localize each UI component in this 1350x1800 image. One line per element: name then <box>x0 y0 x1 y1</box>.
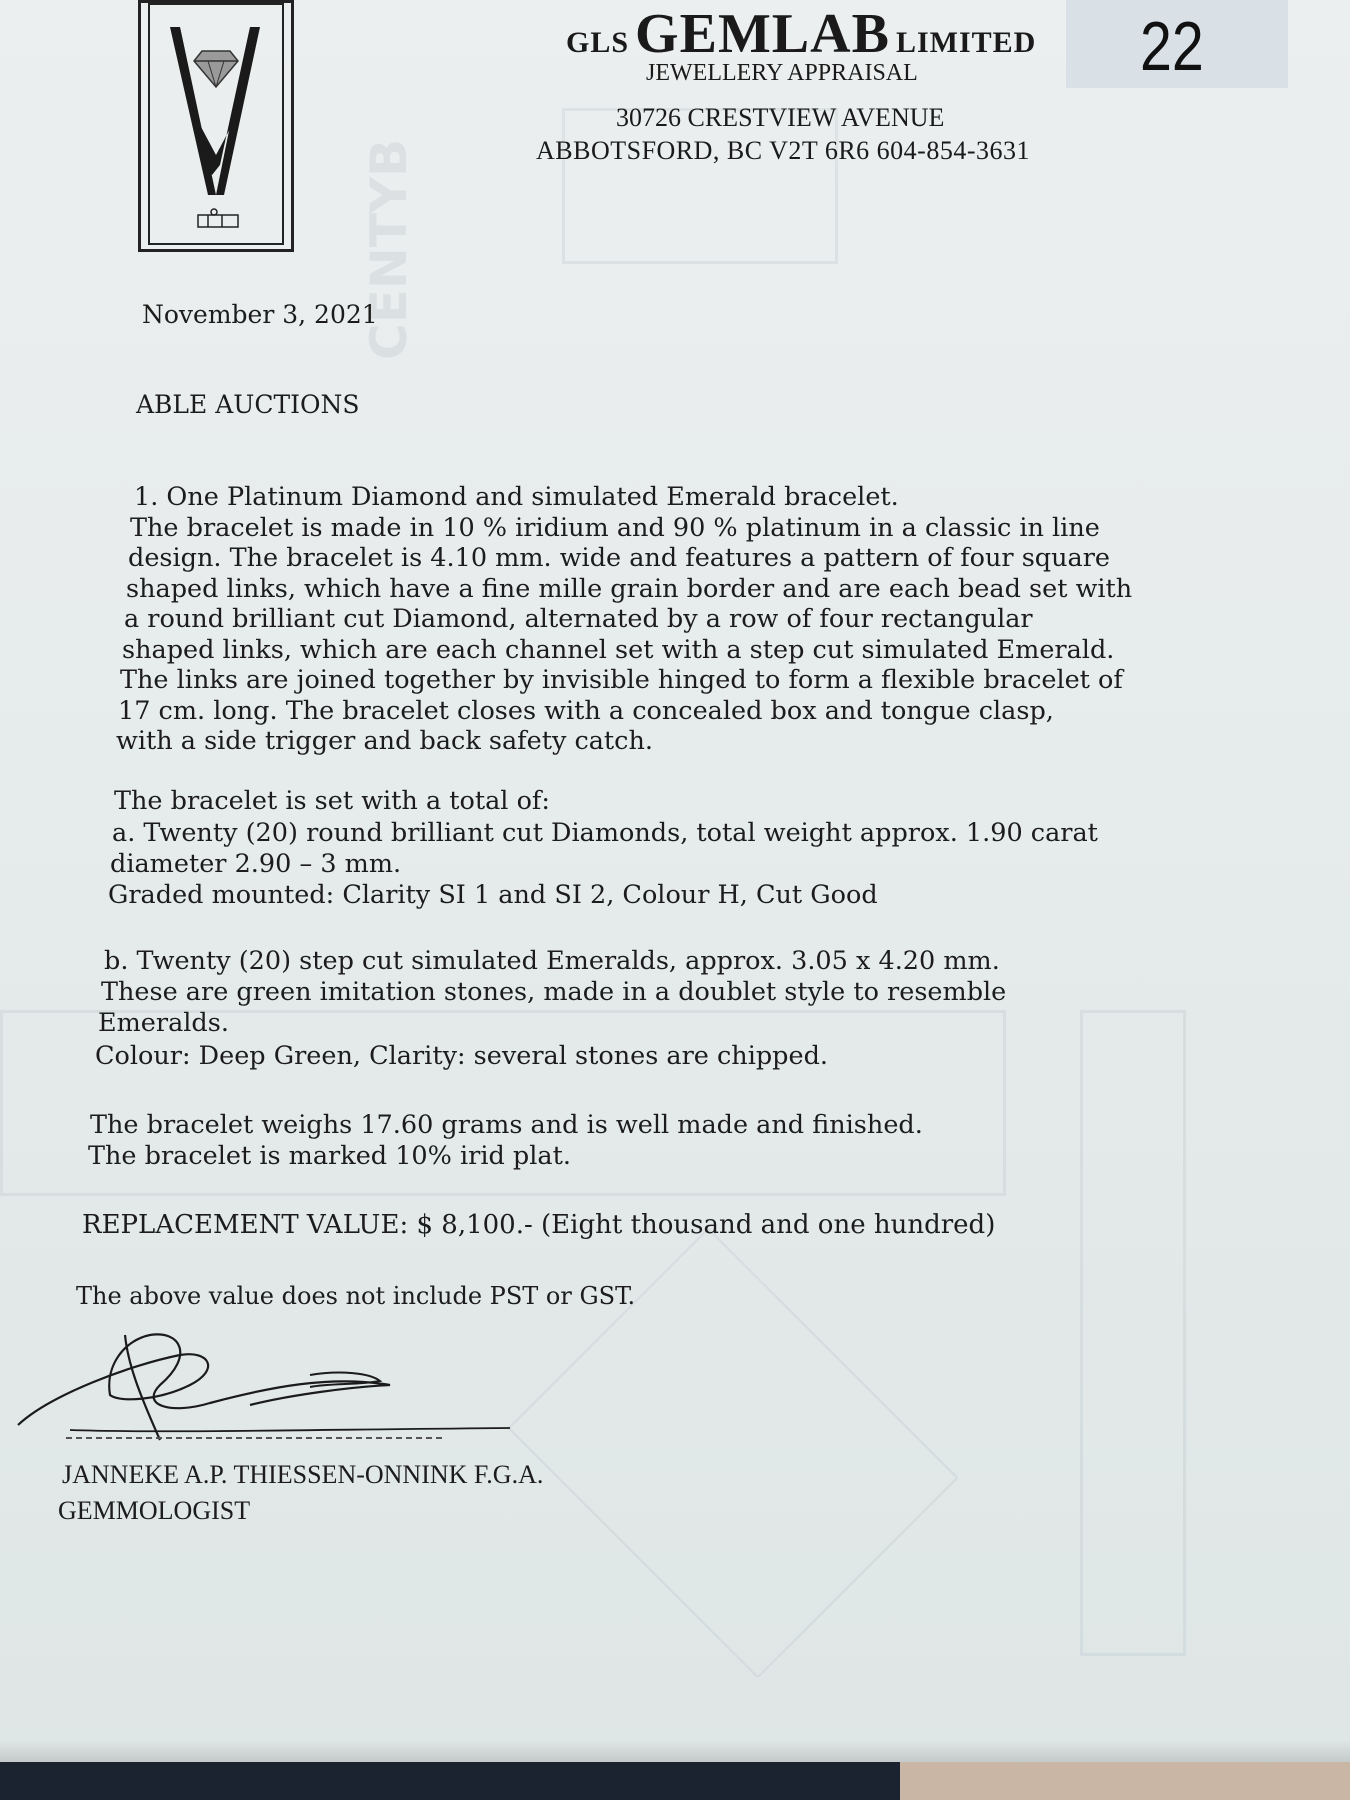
item-line: with a side trigger and back safety catch. <box>116 726 653 756</box>
weight-line: The bracelet weighs 17.60 grams and is well made and finished. <box>90 1110 923 1140</box>
signatory-title: GEMMOLOGIST <box>58 1496 251 1525</box>
handwritten-signature <box>10 1325 530 1455</box>
bleed-through-text: CENTYB <box>360 138 418 360</box>
desk-edge <box>900 1760 1350 1800</box>
stones-intro: The bracelet is set with a total of: <box>114 786 550 816</box>
document-date: November 3, 2021 <box>142 300 378 329</box>
emerald-line: These are green imitation stones, made in a doublet style to resemble <box>101 977 1007 1007</box>
emerald-line: b. Twenty (20) step cut simulated Emeralds, approx. 3.05 x 4.20 mm. <box>104 946 1000 976</box>
company-main-name: GEMLAB <box>635 3 890 65</box>
item-line: a round brilliant cut Diamond, alternated by a row of four rectangular <box>124 604 1033 634</box>
item-line: The bracelet is made in 10 % iridium and 90 % platinum in a classic in line <box>130 513 1100 543</box>
bleed-through-scale-table <box>1080 1010 1186 1656</box>
emerald-line: Emeralds. <box>98 1008 229 1038</box>
diamond-grading: Graded mounted: Clarity SI 1 and SI 2, Colour H, Cut Good <box>108 880 878 910</box>
item-line: The links are joined together by invisible hinged to form a flexible bracelet of <box>120 665 1123 695</box>
company-logo <box>138 0 294 252</box>
address-line-2: ABBOTSFORD, BC V2T 6R6 604-854-3631 <box>536 136 1030 165</box>
company-prefix: GLS <box>566 26 630 59</box>
item-line: 17 cm. long. The bracelet closes with a concealed box and tongue clasp, <box>118 696 1054 726</box>
item-line: shaped links, which have a fine mille grain border and are each bead set with <box>126 574 1133 604</box>
diamond-line: diameter 2.90 – 3 mm. <box>110 849 402 879</box>
marking-line: The bracelet is marked 10% irid plat. <box>88 1141 571 1171</box>
diamond-line: a. Twenty (20) round brilliant cut Diamonds, total weight approx. 1.90 carat <box>112 818 1098 848</box>
logo-inner-frame <box>148 3 284 245</box>
address-line-1: 30726 CRESTVIEW AVENUE <box>616 103 945 132</box>
company-suffix: LIMITED <box>895 26 1037 59</box>
replacement-value: REPLACEMENT VALUE: $ 8,100.- (Eight thousand and one hundred) <box>82 1210 996 1240</box>
company-subtitle: JEWELLERY APPRAISAL <box>646 60 918 86</box>
page-number: 22 <box>1140 7 1204 85</box>
emerald-grading: Colour: Deep Green, Clarity: several stones are chipped. <box>95 1041 829 1071</box>
client-name: ABLE AUCTIONS <box>136 390 360 419</box>
diamond-v-logo-icon <box>150 5 282 243</box>
signature-line <box>66 1437 442 1439</box>
company-name <box>566 2 1036 66</box>
tax-note: The above value does not include PST or GST. <box>76 1282 636 1310</box>
item-line: design. The bracelet is 4.10 mm. wide and features a pattern of four square <box>128 543 1111 573</box>
paper-bottom-shadow <box>0 1740 1350 1762</box>
item-line: 1. One Platinum Diamond and simulated Emerald bracelet. <box>134 482 899 512</box>
item-line: shaped links, which are each channel set with a step cut simulated Emerald. <box>122 635 1115 665</box>
signatory-name: JANNEKE A.P. THIESSEN-ONNINK F.G.A. <box>62 1460 544 1489</box>
